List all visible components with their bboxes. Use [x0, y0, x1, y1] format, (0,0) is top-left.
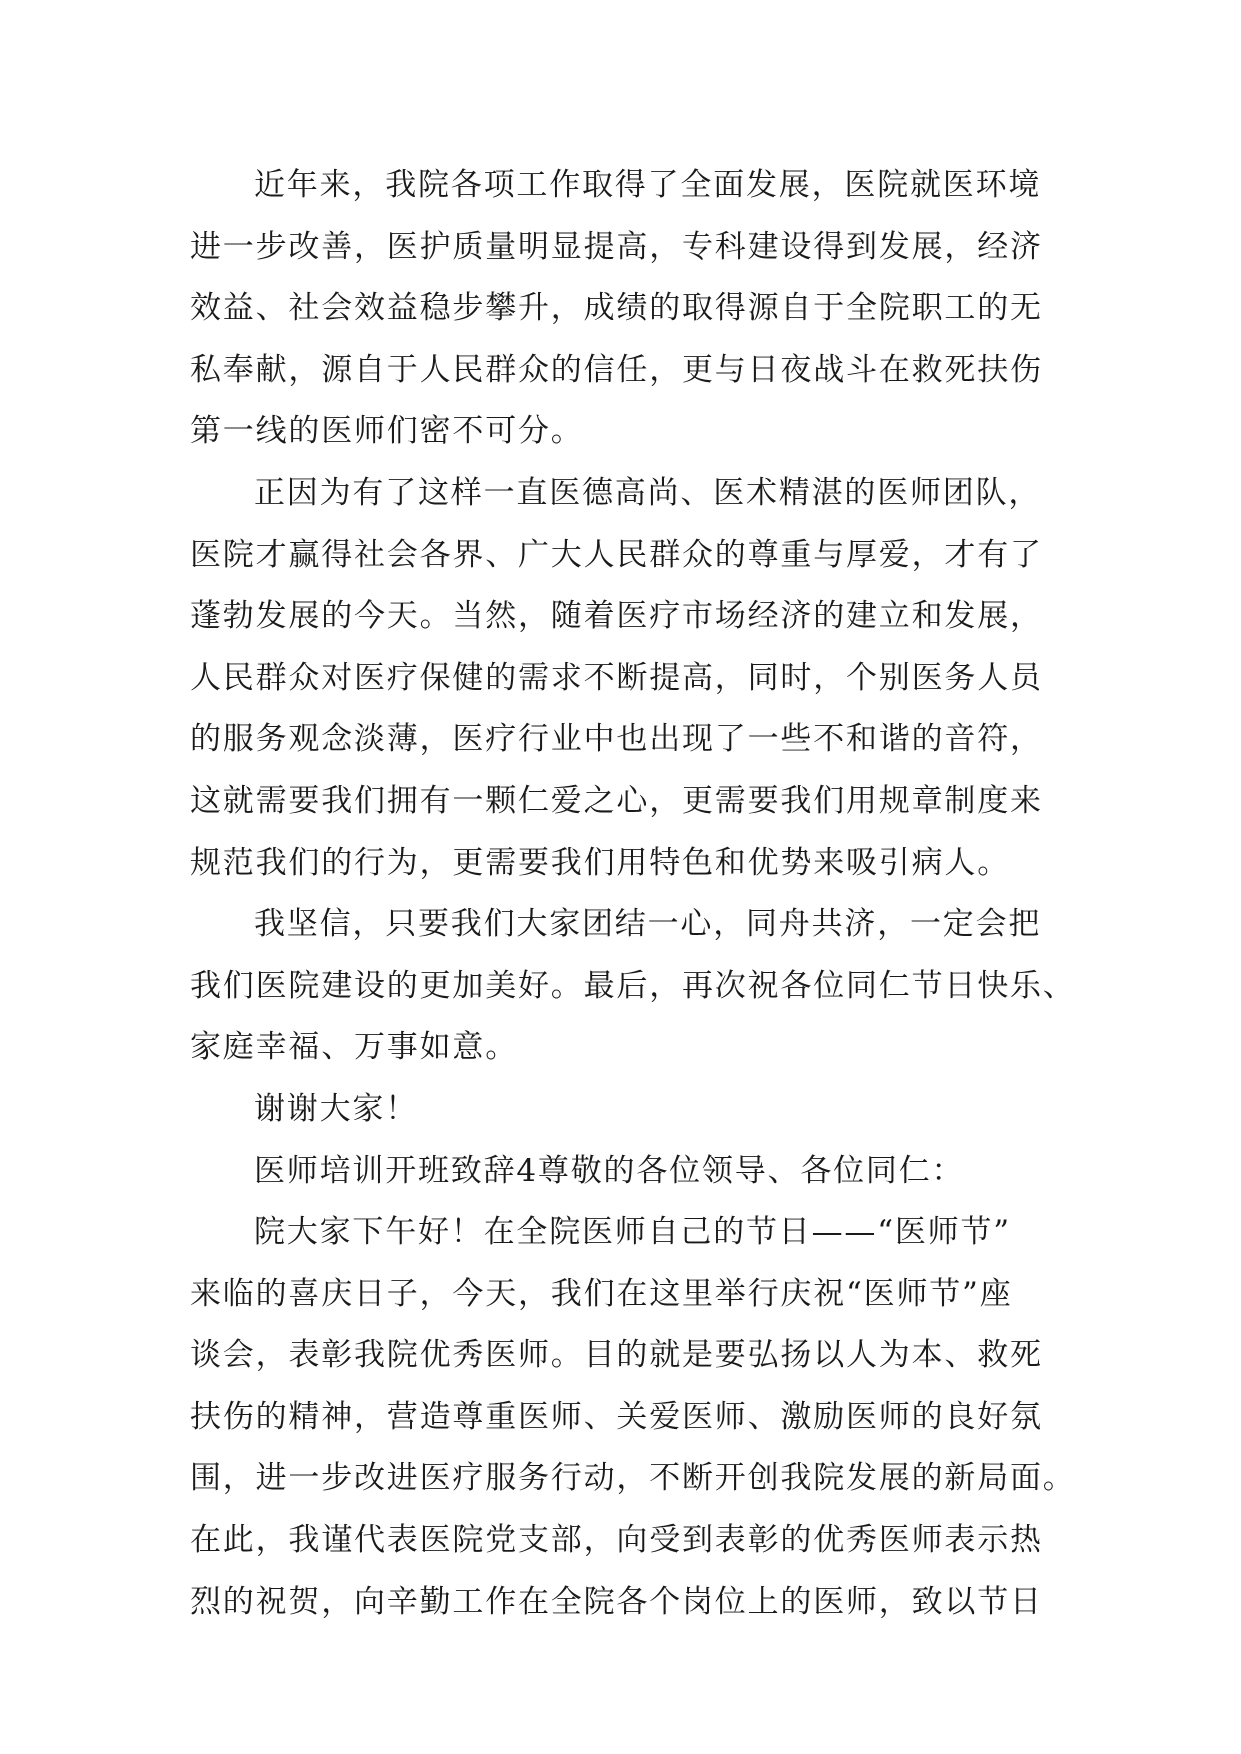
- text-line: 这就需要我们拥有一颗仁爱之心，更需要我们用规章制度来: [190, 782, 1043, 819]
- document-body: [190, 155, 1076, 1633]
- text-line: 规范我们的行为，更需要我们用特色和优势来吸引病人。: [190, 844, 1010, 881]
- text-line: 正因为有了这样一直医德高尚、医术精湛的医师团队，: [254, 474, 1042, 511]
- text-line: 家庭幸福、万事如意。: [190, 1029, 518, 1066]
- text-line: 我坚信，只要我们大家团结一心，同舟共济，一定会把: [254, 906, 1042, 943]
- text-line: 烈的祝贺，向辛勤工作在全院各个岗位上的医师，致以节日: [190, 1583, 1043, 1620]
- text-line: 谢谢大家！: [254, 1090, 418, 1127]
- text-line: 人民群众对医疗保健的需求不断提高，同时，个别医务人员: [190, 659, 1043, 696]
- text-line: 院大家下午好！在全院医师自己的节日——“医师节”: [254, 1214, 1011, 1251]
- text-line: 来临的喜庆日子，今天，我们在这里举行庆祝“医师节”座: [190, 1275, 1013, 1312]
- text-line: 蓬勃发展的今天。当然，随着医疗市场经济的建立和发展，: [190, 598, 1043, 635]
- text-line: 在此，我谨代表医院党支部，向受到表彰的优秀医师表示热: [190, 1522, 1043, 1559]
- text-line: 进一步改善，医护质量明显提高，专科建设得到发展，经济: [190, 228, 1043, 265]
- text-line: 我们医院建设的更加美好。最后，再次祝各位同仁节日快乐、: [190, 967, 1076, 1004]
- text-line: 谈会，表彰我院优秀医师。目的就是要弘扬以人为本、救死: [190, 1337, 1043, 1374]
- text-line: 私奉献，源自于人民群众的信任，更与日夜战斗在救死扶伤: [190, 351, 1043, 388]
- text-line: 的服务观念淡薄，医疗行业中也出现了一些不和谐的音符，: [190, 721, 1043, 758]
- text-line: 近年来，我院各项工作取得了全面发展，医院就医环境: [254, 167, 1042, 203]
- text-line: 效益、社会效益稳步攀升，成绩的取得源自于全院职工的无: [190, 290, 1043, 327]
- text-line: 医师培训开班致辞4尊敬的各位领导、各位同仁：: [254, 1152, 965, 1189]
- text-line: 医院才赢得社会各界、广大人民群众的尊重与厚爱，才有了: [190, 536, 1043, 573]
- text-line: 围，进一步改进医疗服务行动，不断开创我院发展的新局面。: [190, 1460, 1076, 1497]
- text-line: 扶伤的精神，营造尊重医师、关爱医师、激励医师的良好氛: [190, 1398, 1043, 1435]
- text-line: 第一线的医师们密不可分。: [190, 413, 584, 450]
